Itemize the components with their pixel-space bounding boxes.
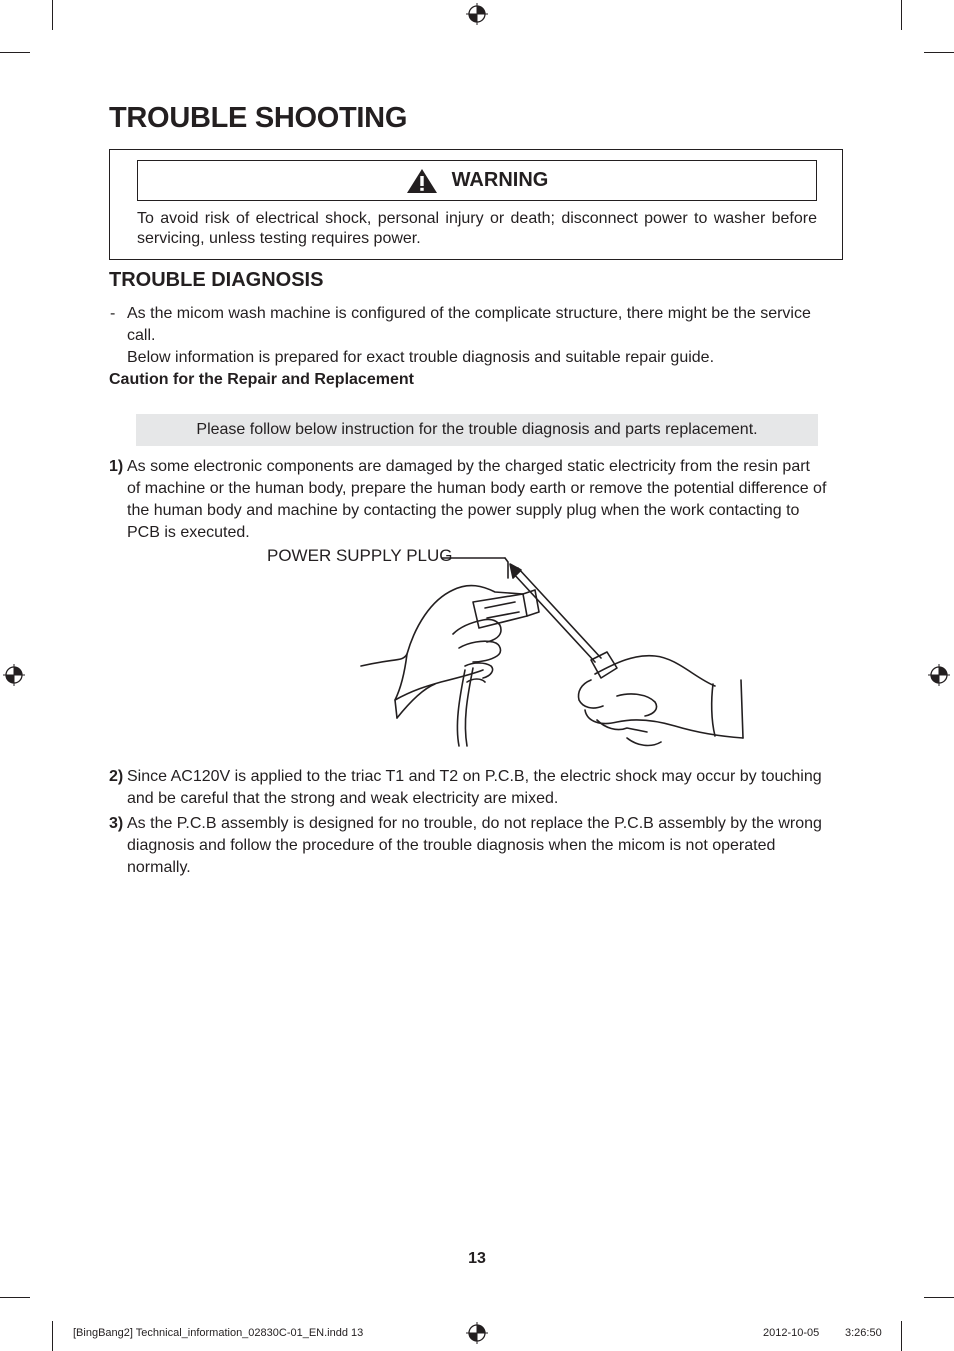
crop-mark <box>924 1297 954 1298</box>
caution-heading: Caution for the Repair and Replacement <box>109 371 414 388</box>
footer-filename: [BingBang2] Technical_information_02830C-01_EN.indd 13 <box>73 1327 364 1339</box>
page-title: TROUBLE SHOOTING <box>109 102 408 134</box>
illustration-label: POWER SUPPLY PLUG <box>267 546 453 565</box>
item-text: Since AC120V is applied to the triac T1 and T2 on P.C.B, the electric shock may occur by touching and be careful that the strong and weak electricity are mixed. <box>127 768 822 807</box>
crop-mark <box>52 1321 53 1351</box>
crop-mark <box>0 1297 30 1298</box>
bullet-dash: - <box>110 305 116 322</box>
warning-triangle-icon <box>406 168 438 194</box>
crop-mark <box>0 52 30 53</box>
registration-mark-icon <box>466 1322 488 1344</box>
registration-mark-icon <box>3 664 25 686</box>
warning-text: To avoid risk of electrical shock, personal injury or death; disconnect power to washer before servicing, unless testing requires power. <box>137 210 817 247</box>
crop-mark <box>901 1321 902 1351</box>
warning-header <box>137 160 817 201</box>
item-number: 2) <box>109 768 124 785</box>
item-text: As some electronic components are damaged by the charged static electricity from the resin part of machine or the human body, prepare the human body earth or remove the potential difference of the human body and machine by contacting the power supply plug when the work contacting to PCB is executed. <box>127 458 827 541</box>
footer-time: 3:26:50 <box>845 1327 882 1339</box>
crop-mark <box>52 0 53 30</box>
registration-mark-icon <box>928 664 950 686</box>
crop-mark <box>901 0 902 30</box>
intro-line-2: Below information is prepared for exact trouble diagnosis and suitable repair guide. <box>127 349 715 366</box>
intro-text <box>127 303 817 369</box>
item-text: As the P.C.B assembly is designed for no trouble, do not replace the P.C.B assembly by the wrong diagnosis and follow the procedure of the trouble diagnosis when the micom is not operated normally. <box>127 815 822 876</box>
registration-mark-icon <box>466 3 488 25</box>
footer-date: 2012-10-05 <box>763 1327 820 1339</box>
hands-plug-screwdriver-illustration <box>355 550 755 750</box>
intro-line-1: As the micom wash machine is configured of the complicate structure, there might be the service call. <box>127 305 811 344</box>
item-number: 1) <box>109 458 124 475</box>
crop-mark <box>924 52 954 53</box>
page-number: 13 <box>468 1250 486 1267</box>
instruction-box: Please follow below instruction for the trouble diagnosis and parts replacement. <box>136 414 818 446</box>
warning-label: WARNING <box>451 169 549 191</box>
section-title: TROUBLE DIAGNOSIS <box>109 269 324 291</box>
item-number: 3) <box>109 815 124 832</box>
